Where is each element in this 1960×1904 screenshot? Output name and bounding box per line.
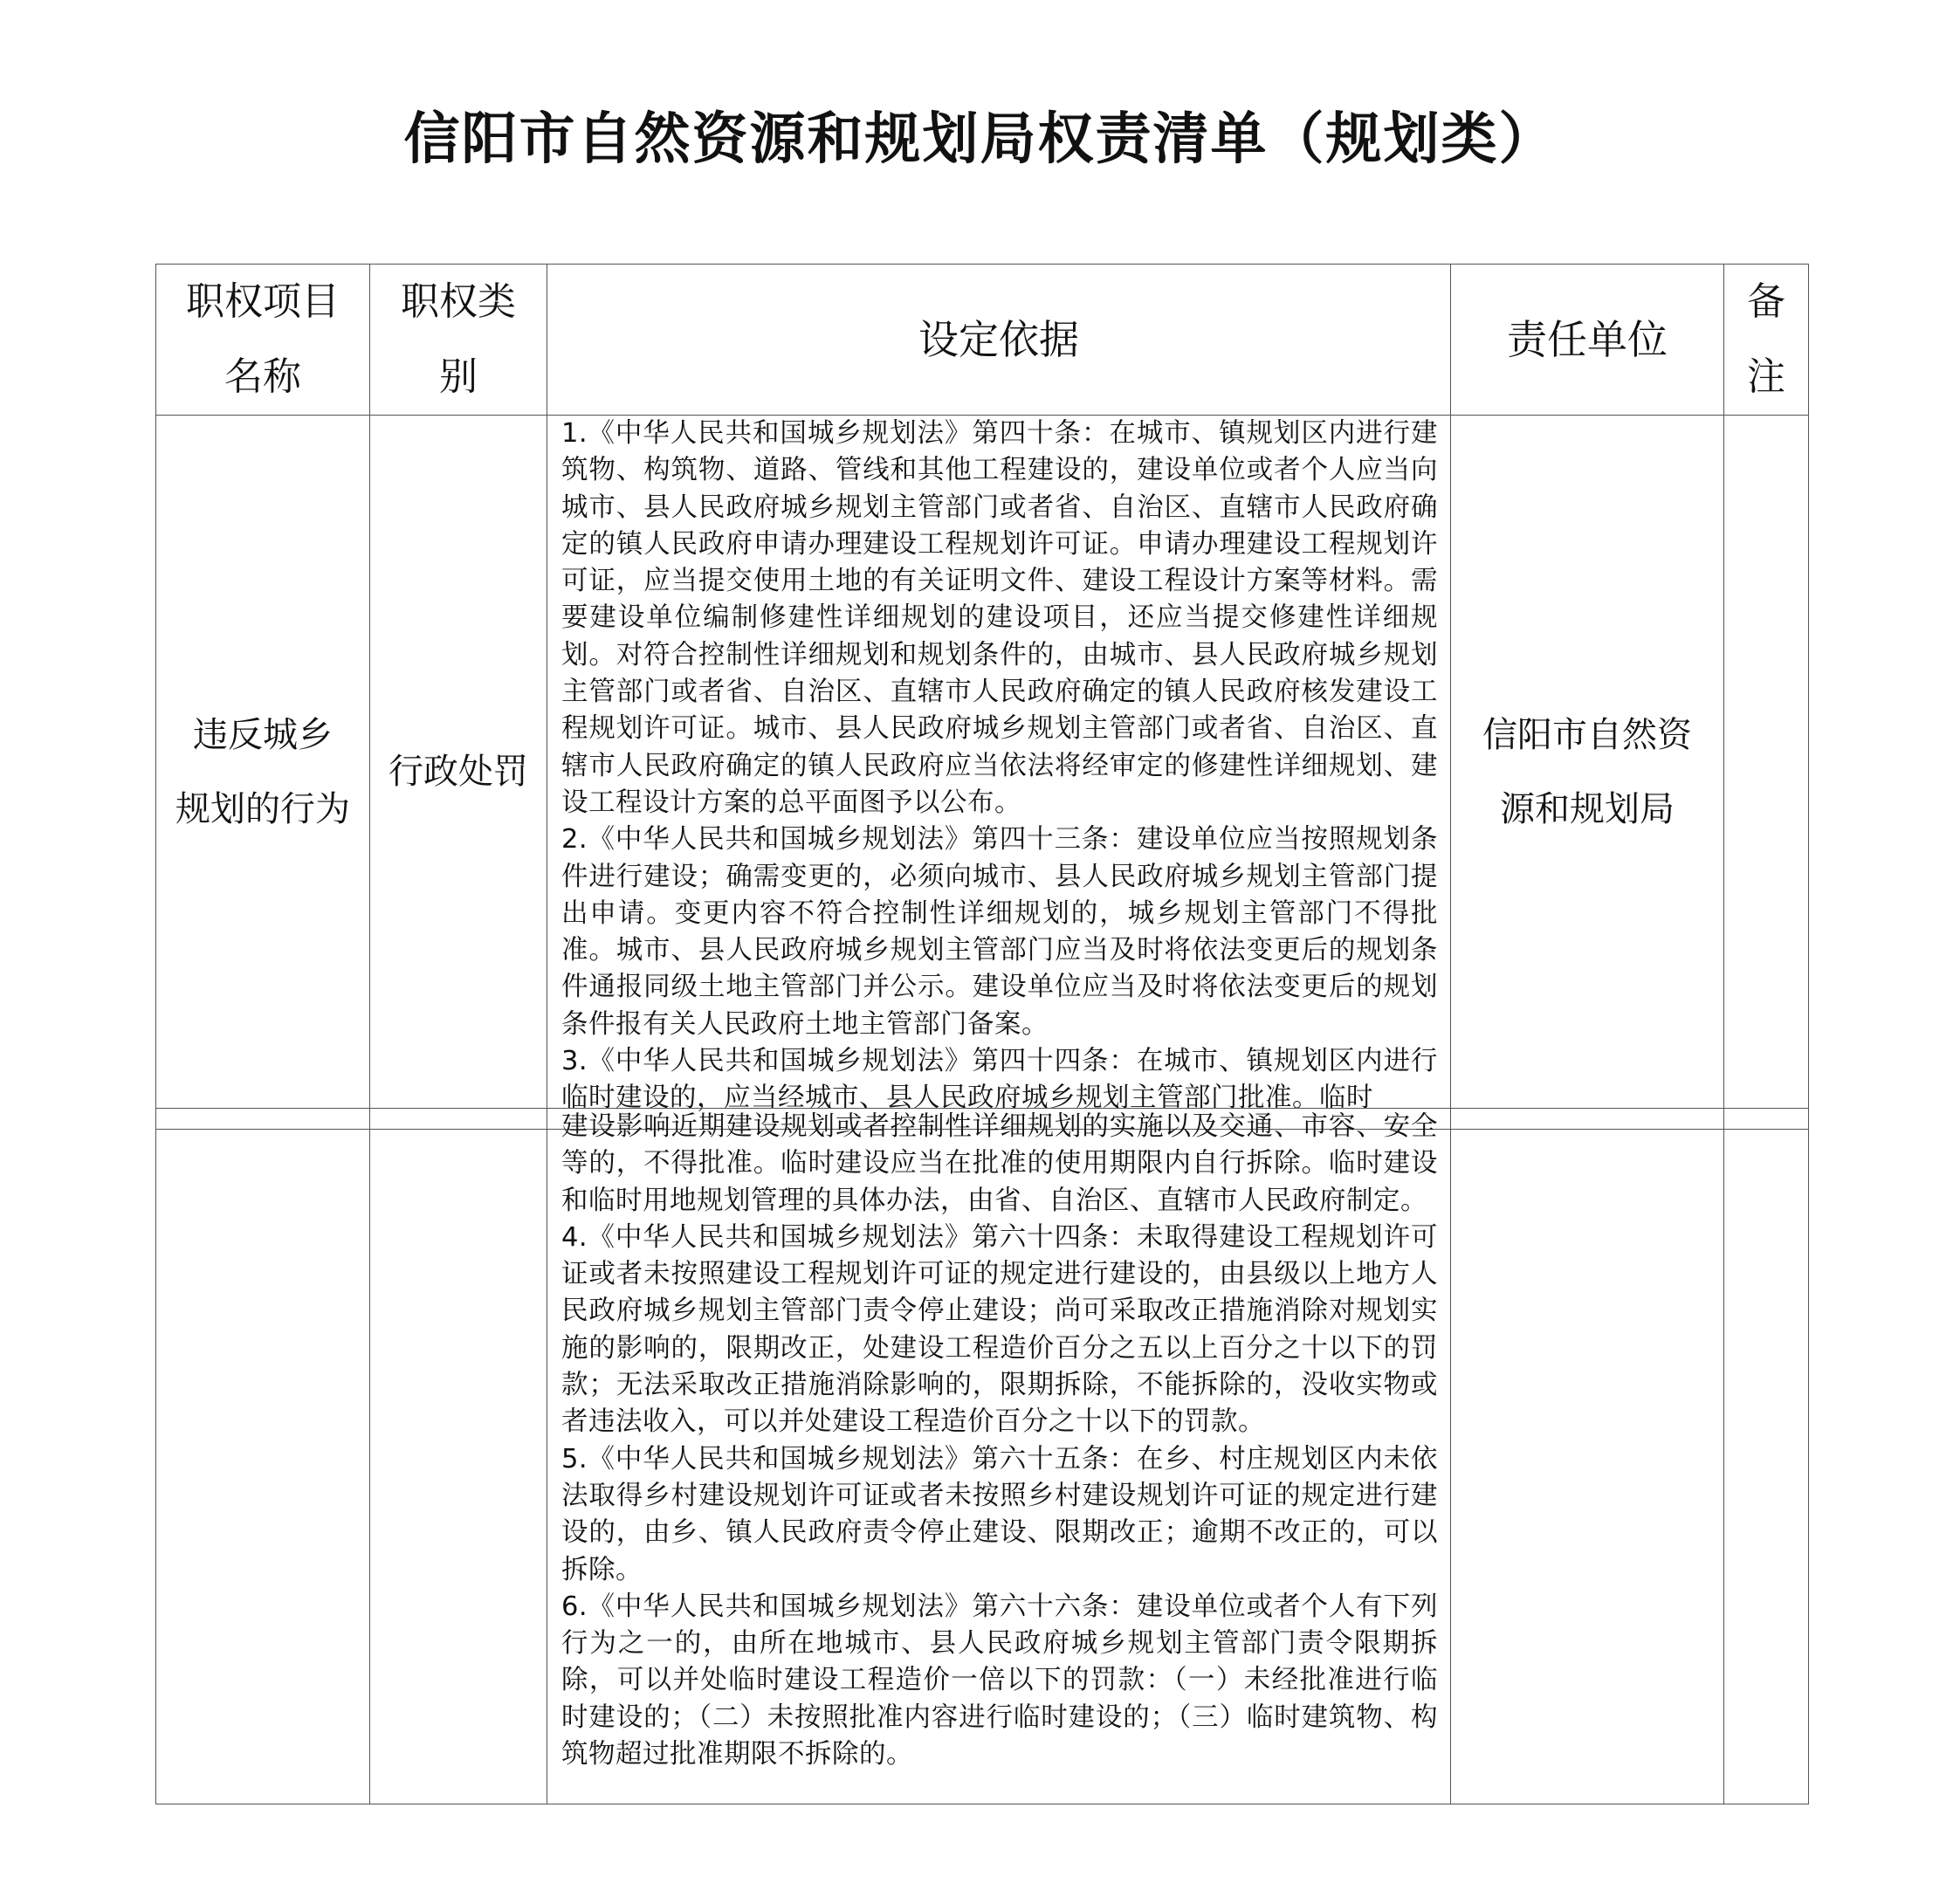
header-item-name	[156, 265, 370, 416]
item-name-cell-continued	[156, 1109, 370, 1804]
category-cell: 行政处罚	[370, 416, 547, 1130]
item-name-cell	[156, 416, 370, 1130]
table-row	[156, 1109, 1809, 1804]
page-title: 信阳市自然资源和规划局权责清单（规划类）	[403, 107, 1557, 172]
responsibility-table	[155, 264, 1809, 1130]
note-cell-continued	[1724, 1109, 1809, 1804]
basis-cell	[547, 416, 1451, 1130]
header-category-line2: 别	[439, 354, 478, 399]
header-note	[1724, 265, 1809, 416]
header-item-name-line2: 名称	[224, 354, 301, 399]
responsibility-table-continued	[155, 1108, 1809, 1804]
basis-cell-continued	[547, 1109, 1451, 1804]
basis-text-part2: 建设影响近期建设规划或者控制性详细规划的实施以及交通、市容、安全等的，不得批准。临时建设应当在批准的使用期限内自行拆除。临时建设和临时用地规划管理的具体办法，由省、自治区、直辖市人民政府制定。 4.《中华人民共和国城乡规划法》第六十四条：未取得建设工程规划许可证或者未按照建设工程规划许可证的规定进行建设的，由县级以上地方人民政府城乡规划主管部门责令停止建设；尚可采取改正措施消除对规划实施的影响的，限期改正，处建设工程造价百分之五以上百分之十以下的罚款；无法采取改正措施消除影响的，限期拆除，不能拆除的，没收实物或者违法收入，可以并处建设工程造价百分之十以下的罚款。 5.《中华人民共和国城乡规划法》第六十五条：在乡、村庄规划区内未依法取得乡村建设规划许可证或者未按照乡村建设规划许可证的规定进行建设的，由乡、镇人民政府责令停止建设、限期改正；逾期不改正的，可以拆除。 6.《中华人民共和国城乡规划法》第六十六条：建设单位或者个人有下列行为之一的，由所在地城市、县人民政府城乡规划主管部门责令限期拆除，可以并处临时建设工程造价一倍以下的罚款：（一）未经批准进行临时建设的；（二）未按照批准内容进行临时建设的；（三）临时建筑物、构筑物超过批准期限不拆除的。	[561, 1111, 1438, 1770]
item-name-line1: 违反城乡	[193, 714, 333, 755]
unit-line1: 信阳市自然资	[1482, 714, 1692, 755]
table-header-row	[156, 265, 1809, 416]
item-name-line2: 规划的行为	[175, 788, 350, 829]
header-category-line1: 职权类	[401, 279, 516, 324]
header-unit: 责任单位	[1451, 265, 1724, 416]
unit-cell	[1451, 416, 1724, 1130]
header-note-line1: 备	[1747, 279, 1785, 324]
unit-cell-continued	[1451, 1109, 1724, 1804]
table-row	[156, 416, 1809, 1130]
header-item-name-line1: 职权项目	[186, 279, 340, 324]
header-basis: 设定依据	[547, 265, 1451, 416]
unit-line2: 源和规划局	[1500, 788, 1675, 829]
basis-text-part1: 1.《中华人民共和国城乡规划法》第四十条：在城市、镇规划区内进行建筑物、构筑物、道路、管线和其他工程建设的，建设单位或者个人应当向城市、县人民政府城乡规划主管部门或者省、自治区、直辖市人民政府确定的镇人民政府申请办理建设工程规划许可证。申请办理建设工程规划许可证，应当提交使用土地的有关证明文件、建设工程设计方案等材料。需要建设单位编制修建性详细规划的建设项目，还应当提交修建性详细规划。对符合控制性详细规划和规划条件的，由城市、县人民政府城乡规划主管部门或者省、自治区、直辖市人民政府确定的镇人民政府核发建设工程规划许可证。城市、县人民政府城乡规划主管部门或者省、自治区、直辖市人民政府确定的镇人民政府应当依法将经审定的修建性详细规划、建设工程设计方案的总平面图予以公布。 2.《中华人民共和国城乡规划法》第四十三条：建设单位应当按照规划条件进行建设；确需变更的，必须向城市、县人民政府城乡规划主管部门提出申请。变更内容不符合控制性详细规划的，城乡规划主管部门不得批准。城市、县人民政府城乡规划主管部门应当及时将依法变更后的规划条件通报同级土地主管部门并公示。建设单位应当及时将依法变更后的规划条件报有关人民政府土地主管部门备案。 3.《中华人民共和国城乡规划法》第四十四条：在城市、镇规划区内进行临时建设的，应当经城市、县人民政府城乡规划主管部门批准。临时	[561, 418, 1438, 1114]
note-cell	[1724, 416, 1809, 1130]
header-category	[370, 265, 547, 416]
header-note-line2: 注	[1747, 354, 1785, 399]
category-cell-continued	[370, 1109, 547, 1804]
